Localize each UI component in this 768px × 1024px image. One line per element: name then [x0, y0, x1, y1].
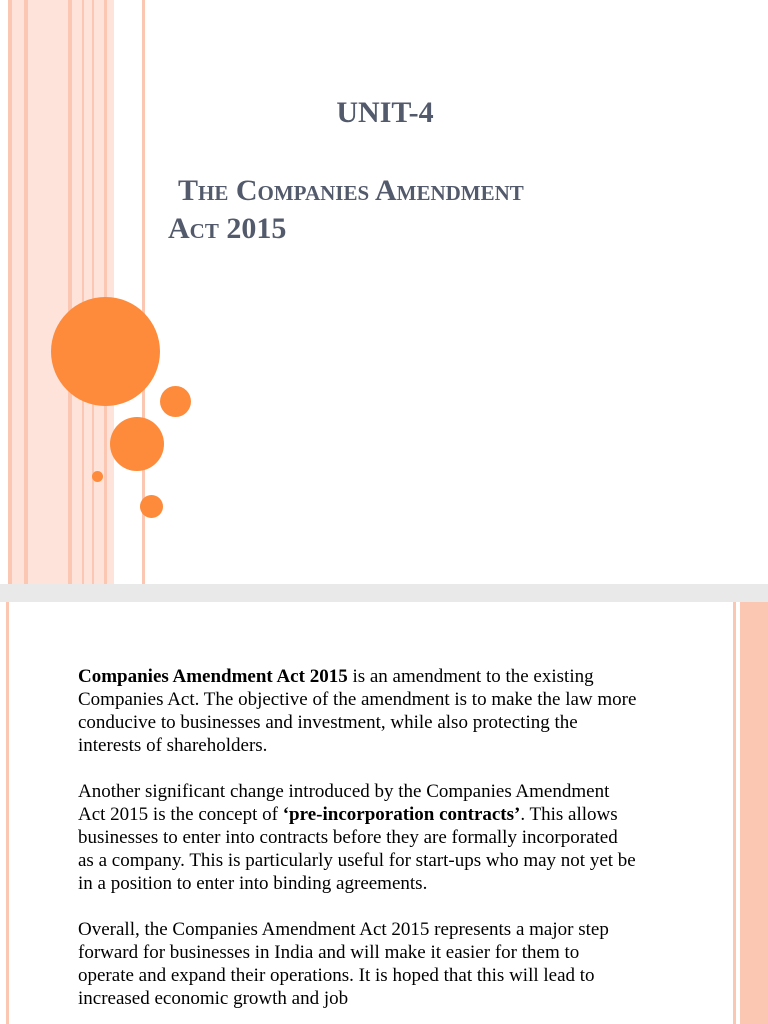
paragraph-2-bold: ‘pre-incorporation contracts’ — [282, 804, 521, 825]
decorative-stripe — [68, 0, 72, 584]
decorative-circle — [160, 386, 191, 417]
subtitle-line-2: Act 2015 — [168, 212, 287, 245]
slide-body — [78, 665, 638, 1024]
decorative-circle — [51, 297, 160, 406]
decorative-stripe — [92, 0, 94, 584]
decorative-band — [743, 602, 768, 1024]
content-slide — [0, 602, 768, 1024]
paragraph-3: Overall, the Companies Amendment Act 2015 represents a major step forward for businesses in India and will make it easier for them to operate and expand their operations. It is hoped that this will lead to increased economic growth and job — [78, 919, 609, 1009]
paragraph-1-bold: Companies Amendment Act 2015 — [78, 666, 348, 687]
decorative-stripe — [24, 0, 28, 584]
decorative-stripe — [8, 0, 12, 584]
decorative-stripe — [6, 602, 9, 1024]
decorative-stripe — [82, 0, 84, 584]
decorative-circle — [110, 417, 164, 471]
subtitle-line-1: The Companies Amendment — [178, 174, 524, 207]
decorative-circle — [140, 495, 163, 518]
decorative-stripe — [733, 602, 736, 1024]
paragraph-2 — [78, 780, 638, 895]
paragraph-2-text: . This allows businesses to enter into contracts before they are formally incorporated as a company. This is particularly useful for start-ups who may not yet be in a position to enter into binding agreements. — [78, 804, 636, 894]
slide-subtitle — [168, 172, 688, 248]
paragraph-1-text: is an amendment to the existing Companies Act. The objective of the amendment is to make the law more conducive to businesses and investment, while also protecting the interests of shareholders. — [78, 666, 637, 756]
decorative-stripe — [104, 0, 107, 584]
slide-title: UNIT-4 — [336, 96, 434, 129]
paragraph-1 — [78, 665, 638, 757]
paragraph-2-text-start: Another significant change introduced by the Companies Amendment Act 2015 is the concept of — [78, 781, 610, 825]
decorative-circle — [92, 471, 103, 482]
